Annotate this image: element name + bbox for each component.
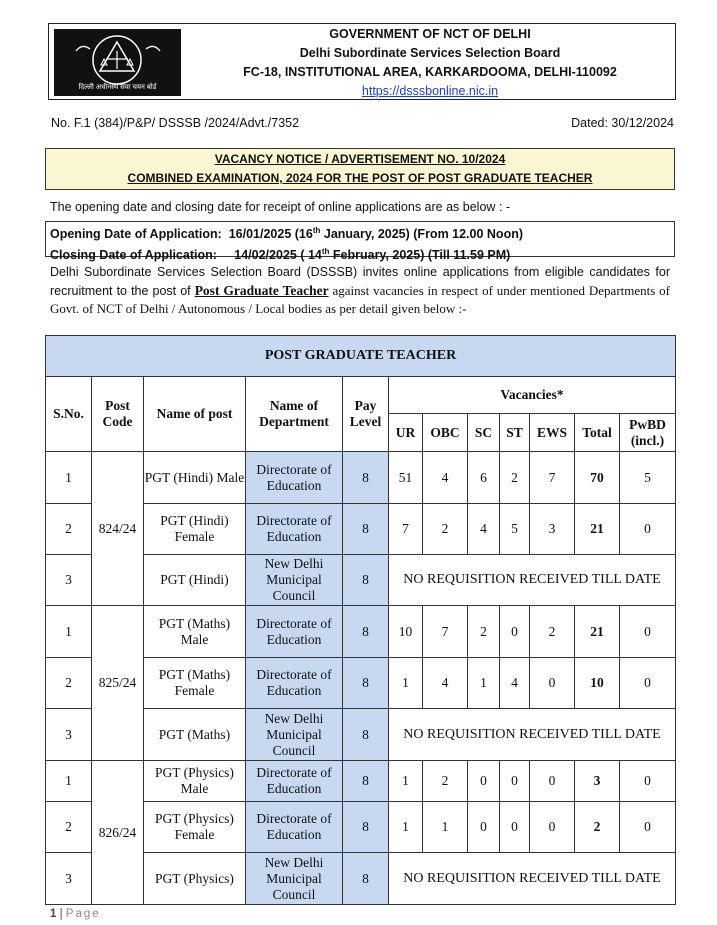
reference-row bbox=[51, 116, 674, 130]
reference-number: No. F.1 (384)/P&P/ DSSSB /2024/Advt./7352 bbox=[51, 116, 300, 130]
post-code: 826/24 bbox=[92, 761, 144, 905]
post-name: Post Graduate Teacher bbox=[194, 282, 329, 298]
table-row: 2 PGT (Maths) Female Directorate of Education 8 1 4 1 4 0 10 0 bbox=[46, 658, 676, 709]
table-row: 3 PGT (Physics) New Delhi Municipal Council 8 NO REQUISITION RECEIVED TILL DATE bbox=[46, 853, 676, 905]
vacancy-table bbox=[45, 335, 676, 905]
intro-text: The opening date and closing date for receipt of online applications are as below : - bbox=[50, 200, 511, 214]
dsssb-logo bbox=[54, 29, 181, 96]
notice-date: Dated: 30/12/2024 bbox=[571, 116, 674, 130]
post-code: 825/24 bbox=[92, 606, 144, 761]
govt-title: GOVERNMENT OF NCT OF DELHI bbox=[329, 27, 531, 41]
page-number: 1 bbox=[50, 908, 57, 920]
notice-title-box bbox=[45, 148, 675, 190]
no-requisition-note: NO REQUISITION RECEIVED TILL DATE bbox=[389, 853, 676, 905]
table-row: 1 824/24 PGT (Hindi) Male Directorate of Education 8 51 4 6 2 7 70 5 bbox=[46, 452, 676, 504]
col-ews: EWS bbox=[530, 414, 575, 452]
col-total: Total bbox=[575, 414, 620, 452]
col-department: Name of Department bbox=[246, 377, 343, 452]
col-st: ST bbox=[500, 414, 530, 452]
dates-box bbox=[45, 221, 675, 263]
website-link[interactable]: https://dsssbonline.nic.in bbox=[361, 84, 499, 98]
col-ur: UR bbox=[389, 414, 423, 452]
opening-date: Opening Date of Application: 16/01/2025 (16th January, 2025) (From 12.00 Noon) bbox=[50, 226, 524, 242]
description-paragraph: Delhi Subordinate Services Selection Board (DSSSB) invites online applications from eligible candidates for recruitment to the post of Post Graduate Teacher against vacancies in respect of under mentioned Departments of Govt. of NCT of Delhi / Autonomous / Local bodies as per detail given below :- bbox=[50, 265, 670, 316]
board-address: FC-18, INSTITUTIONAL AREA, KARKARDOOMA, DELHI-110092 bbox=[243, 65, 617, 79]
table-row: 2 PGT (Hindi) Female Directorate of Education 8 7 2 4 5 3 21 0 bbox=[46, 504, 676, 555]
table-title: POST GRADUATE TEACHER bbox=[46, 336, 676, 377]
page-footer: 1 | Page bbox=[50, 908, 101, 920]
notice-title: VACANCY NOTICE / ADVERTISEMENT NO. 10/2024 bbox=[214, 152, 506, 166]
col-vacancies: Vacancies* bbox=[389, 377, 676, 414]
table-row: 2 PGT (Physics) Female Directorate of Education 8 1 1 0 0 0 2 0 bbox=[46, 802, 676, 853]
table-row: 3 PGT (Maths) New Delhi Municipal Council 8 NO REQUISITION RECEIVED TILL DATE bbox=[46, 709, 676, 761]
no-requisition-note: NO REQUISITION RECEIVED TILL DATE bbox=[389, 709, 676, 761]
table-row: 1 825/24 PGT (Maths) Male Directorate of Education 8 10 7 2 0 2 21 0 bbox=[46, 606, 676, 658]
closing-date: Closing Date of Application: 14/02/2025 ( 14th February, 2025) (Till 11.59 PM) bbox=[50, 247, 511, 263]
table-row: 1 826/24 PGT (Physics) Male Directorate of Education 8 1 2 0 0 0 3 0 bbox=[46, 761, 676, 802]
post-code: 824/24 bbox=[92, 452, 144, 606]
col-pay-level: Pay Level bbox=[343, 377, 389, 452]
col-pwbd: PwBD (incl.) bbox=[620, 414, 676, 452]
board-name: Delhi Subordinate Services Selection Board bbox=[299, 46, 561, 60]
table-row: 3 PGT (Hindi) New Delhi Municipal Council 8 NO REQUISITION RECEIVED TILL DATE bbox=[46, 555, 676, 606]
col-sno: S.No. bbox=[46, 377, 92, 452]
col-sc: SC bbox=[468, 414, 500, 452]
logo-caption: दिल्ली अधीनस्थ सेवा चयन बोर्ड bbox=[78, 84, 157, 91]
notice-subtitle: COMBINED EXAMINATION, 2024 FOR THE POST OF POST GRADUATE TEACHER bbox=[127, 171, 593, 185]
page-label: Page bbox=[65, 908, 101, 920]
col-obc: OBC bbox=[423, 414, 468, 452]
no-requisition-note: NO REQUISITION RECEIVED TILL DATE bbox=[389, 555, 676, 606]
col-post-code: Post Code bbox=[92, 377, 144, 452]
col-name-of-post: Name of post bbox=[144, 377, 246, 452]
letterhead bbox=[48, 23, 676, 100]
